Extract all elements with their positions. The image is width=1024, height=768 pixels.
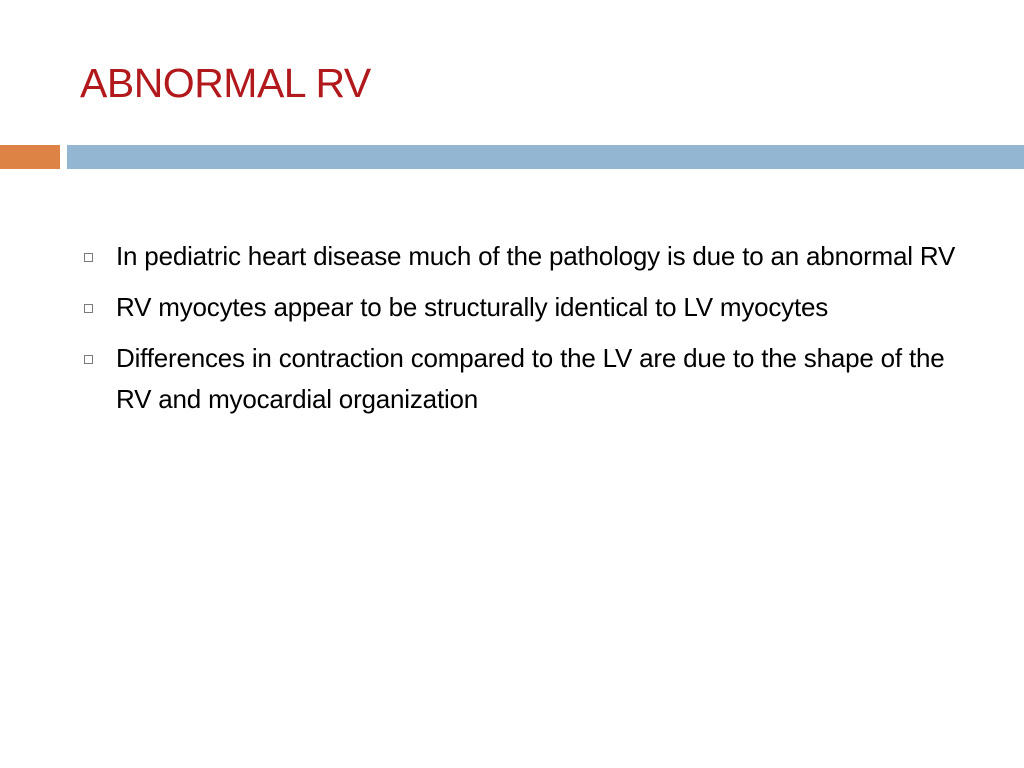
bullet-text: RV myocytes appear to be structurally identical to LV myocytes [116, 292, 829, 322]
bullet-list [80, 236, 980, 430]
list-item [80, 338, 980, 420]
bullet-text: In pediatric heart disease much of the pathology is due to an abnormal RV [116, 241, 956, 271]
hollow-square-icon [84, 355, 93, 364]
title-underline-bar [67, 145, 1024, 169]
list-item [80, 236, 980, 277]
bullet-text: Differences in contraction compared to the LV are due to the shape of the RV and myocardial organization [116, 343, 945, 414]
accent-bar [0, 145, 60, 169]
hollow-square-icon [84, 304, 93, 313]
list-item [80, 287, 980, 328]
slide-title: ABNORMAL RV [80, 60, 371, 106]
hollow-square-icon [84, 253, 93, 262]
